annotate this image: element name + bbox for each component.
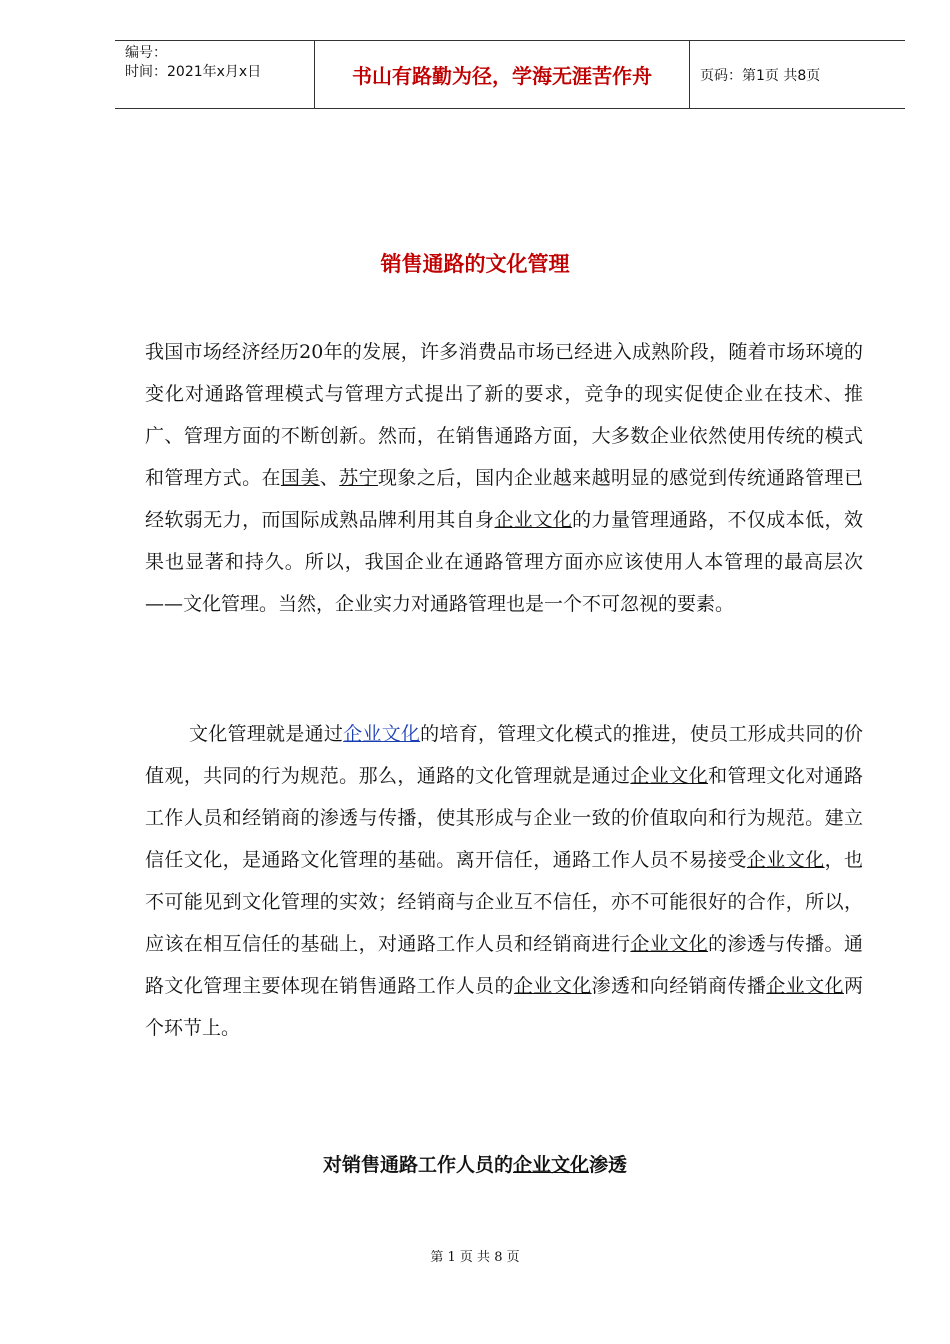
header-page-info: 页码：第1页 共8页 xyxy=(700,67,821,84)
link-suning[interactable]: 苏宁 xyxy=(339,467,379,489)
link-guomei[interactable]: 国美 xyxy=(280,467,320,489)
header-motto: 书山有路勤为径，学海无涯苦作舟 xyxy=(315,41,690,108)
doc-number-label: 编号： xyxy=(125,45,167,61)
page-header xyxy=(115,40,905,109)
page-footer: 第 1 页 共 8 页 xyxy=(430,1250,520,1265)
section-heading xyxy=(0,1150,950,1177)
paragraph-intro xyxy=(145,331,863,625)
document-title: 销售通路的文化管理 xyxy=(380,252,570,276)
link-corporate-culture[interactable]: 企业文化 xyxy=(630,933,709,955)
paragraph-culture-management xyxy=(145,713,863,1049)
text-run: 现象之后，国内企业越来越明显的感觉到传统通路管理已经软弱无力，而国际成熟品牌利用其自身 xyxy=(145,467,863,531)
text-run: 渗透 xyxy=(589,1154,628,1176)
doc-date-label: 时间：2021年x月x日 xyxy=(125,64,262,80)
link-corporate-culture[interactable]: 企业文化 xyxy=(513,975,592,997)
header-meta xyxy=(115,41,315,108)
link-corporate-culture[interactable]: 企业文化 xyxy=(512,1154,589,1176)
text-run: 对销售通路工作人员的 xyxy=(322,1154,513,1176)
text-run: 的培育，管理文化模式的推进，使员工形成共同的价值观，共同的行为规范。那么，通路的文化管理就是通过 xyxy=(145,723,863,787)
text-run: 我国市场经济经历20年的发展，许多消费品市场已经进入成熟阶段，随着市场环境的变化对通路管理模式与管理方式提出了新的要求，竞争的现实促使企业在技术、推广、管理方面的不断创新。然而，在销售通路方面，大多数企业依然使用传统的模式和管理方式。在 xyxy=(145,341,863,489)
link-corporate-culture[interactable]: 企业文化 xyxy=(746,849,825,871)
link-corporate-culture[interactable]: 企业文化 xyxy=(494,509,573,531)
text-run: 渗透和向经销商传播 xyxy=(591,975,767,997)
text-run: 的力量管理通路，不仅成本低，效果也显著和持久。所以，我国企业在通路管理方面亦应该使用人本管理的最高层次——文化管理。当然，企业实力对通路管理也是一个不可忽视的要素。 xyxy=(145,509,863,615)
link-corporate-culture[interactable]: 企业文化 xyxy=(766,975,844,997)
text-run: ，也不可能见到文化管理的实效；经销商与企业互不信任，亦不可能很好的合作，所以，应该在相互信任的基础上，对通路工作人员和经销商进行 xyxy=(145,849,863,955)
text-run: 文化管理就是通过 xyxy=(189,723,344,745)
text-run: 两个环节上。 xyxy=(145,975,863,1039)
text-run: 和管理文化对通路工作人员和经销商的渗透与传播，使其形成与企业一致的价值取向和行为规范。建立信任文化，是通路文化管理的基础。离开信任，通路工作人员不易接受 xyxy=(145,765,863,871)
link-corporate-culture[interactable]: 企业文化 xyxy=(630,765,709,787)
text-run: 、 xyxy=(319,467,340,489)
text-run: 的渗透与传播。通路文化管理主要体现在销售通路工作人员的 xyxy=(145,933,863,997)
link-corporate-culture[interactable]: 企业文化 xyxy=(343,723,421,745)
